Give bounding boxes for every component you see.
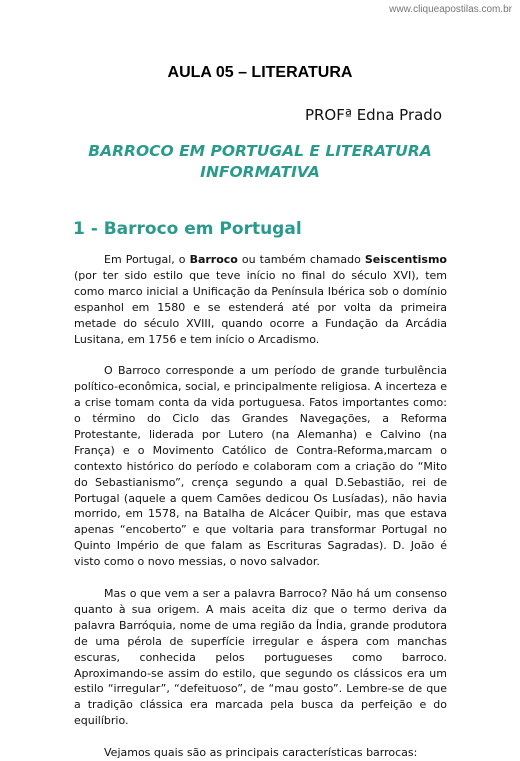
document-subtitle: BARROCO EM PORTUGAL E LITERATURA INFORMATIVA — [88, 142, 432, 181]
page-title: AULA 05 – LITERATURA — [167, 64, 353, 81]
term-barroco: Barroco — [189, 253, 238, 266]
paragraph-1 — [74, 252, 447, 347]
paragraph-1-text-a: Em Portugal, o — [104, 253, 190, 266]
paragraph-3: Mas o que vem a ser a palavra Barroco? Não há um consenso quanto à sua origem. A mais aceita diz que o termo deriva da palavra Barróquia, nome de uma região da Índia, grande produtora de uma pérola de superfície irregular e áspera com manchas escuras, conhecida pelos portugueses como barroco. Aproximando-se assim do estilo, que segundo os clássicos era um estilo “irregular”, “defeituoso”, de “mau gosto”. Lembre-se de que a tradição clássica era marcada pela busca da perfeição e do equilíbrio. — [74, 587, 447, 728]
body-text — [74, 252, 447, 761]
term-seiscentismo: Seiscentismo — [364, 253, 447, 266]
teacher-name: PROFª Edna Prado — [304, 106, 442, 124]
paragraph-1-text-c: (por ter sido estilo que teve início no final do século XVI), tem como marco inicial a Unificação da Península Ibérica sob o domínio espanhol em 1580 e se estenderá até por volta da primeira metade do século XVIII, quando ocorre a Fundação da Arcádia Lusitana, em 1756 e tem início o Arcadismo. — [74, 268, 447, 346]
site-watermark: www.cliqueapostilas.com.br — [389, 4, 512, 15]
section-heading: 1 - Barroco em Portugal — [73, 219, 302, 239]
paragraph-1-text-b: ou também chamado — [237, 253, 365, 266]
paragraph-4: Vejamos quais são as principais características barrocas: — [104, 746, 418, 760]
paragraph-2: O Barroco corresponde a um período de grande turbulência político-econômica, social, e principalmente religiosa. A incerteza e a crise tomam conta da vida portuguesa. Fatos importantes como: o término do Ciclo das Grandes Navegações, a Reforma Protestante, liderada por Lutero (na Alemanha) e Calvino (na França) e o Movimento Católico de Contra-Reforma,marcam o contexto histórico do período e colaboram com a criação do “Mito do Sebastianismo”, crença segundo a qual D.Sebastião, rei de Portugal (aquele a quem Camões dedicou Os Lusíadas), não havia morrido, em 1578, na Batalha de Alcácer Quibir, mas que estava apenas “encoberto” e que voltaria para transformar Portugal no Quinto Império de que falam as Escrituras Sagradas). D. João é visto como o novo messias, o novo salvador. — [74, 364, 447, 569]
